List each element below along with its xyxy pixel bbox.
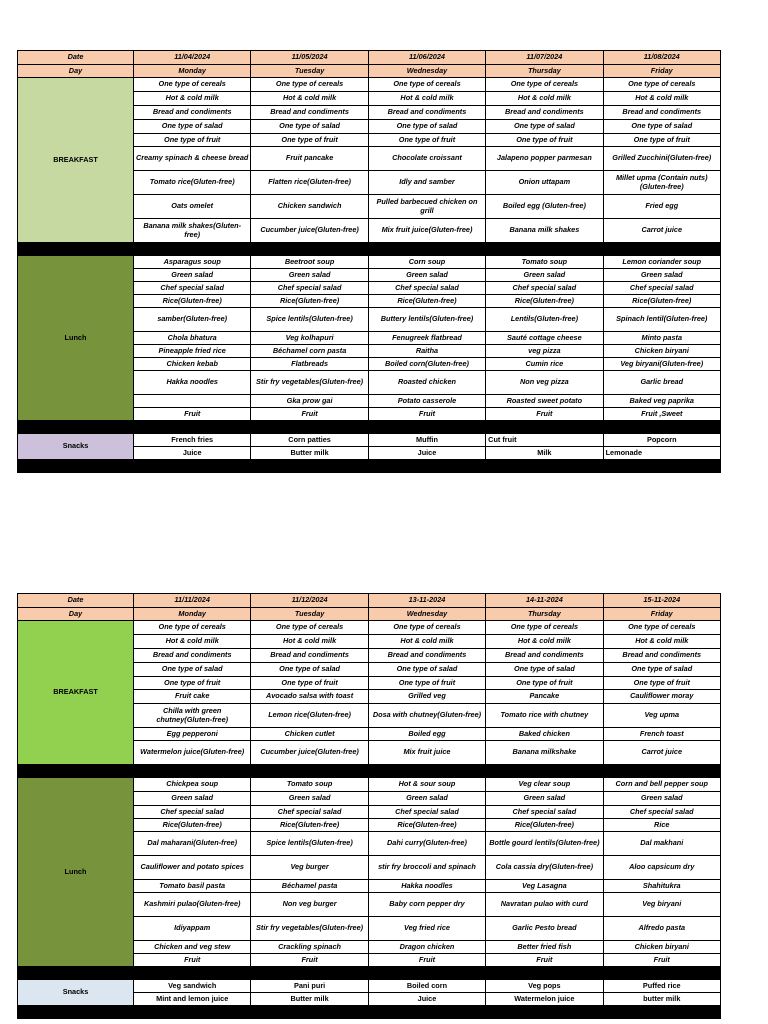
lunch-item: Chicken biryani [603,941,720,954]
lunch-item: Fruit [603,954,720,967]
breakfast-item: Fruit cake [134,690,251,704]
breakfast-item: Grilled Zucchini(Gluten-free) [603,147,720,171]
lunch-item: Green salad [251,792,368,806]
lunch-item: Chef special salad [134,282,251,295]
snacks-section-label: Snacks [18,980,134,1006]
breakfast-item: Bread and condiments [251,106,368,120]
breakfast-item: One type of fruit [368,134,485,147]
snacks-row [18,980,721,993]
day-cell: Thursday [486,608,603,621]
lunch-item: Rice(Gluten-free) [486,295,603,308]
lunch-item: Cumin rice [486,358,603,371]
lunch-item: stir fry broccoli and spinach [368,856,485,880]
day-cell: Wednesday [368,608,485,621]
lunch-item: Fenugreek flatbread [368,332,485,345]
lunch-item: Chef special salad [251,806,368,819]
breakfast-item: Tomato rice(Gluten-free) [134,171,251,195]
lunch-item: Hakka noodles [368,880,485,893]
breakfast-item: One type of salad [603,120,720,134]
lunch-item: Spice lentils(Gluten-free) [251,308,368,332]
lunch-item: Fruit ,Sweet [603,408,720,421]
breakfast-item: Bread and condiments [368,106,485,120]
breakfast-item: Baked chicken [486,728,603,741]
lunch-item: Hakka noodles [134,371,251,395]
lunch-item: Corn and bell pepper soup [603,778,720,792]
date-cell: 11/08/2024 [603,51,720,65]
lunch-item: Hot & sour soup [368,778,485,792]
lunch-item: Bottle gourd lentils(Gluten-free) [486,832,603,856]
lunch-item: Stir fry vegetables(Gluten-free) [251,371,368,395]
separator-bar [18,243,721,256]
breakfast-item: Dosa with chutney(Gluten-free) [368,704,485,728]
breakfast-item: Bread and condiments [134,106,251,120]
breakfast-item: One type of salad [486,663,603,677]
snacks-item: Butter milk [251,993,368,1006]
breakfast-item: Creamy spinach & cheese bread [134,147,251,171]
lunch-item: Shahitukra [603,880,720,893]
lunch-item: Green salad [134,269,251,282]
breakfast-item: Hot & cold milk [251,635,368,649]
lunch-item: Rice(Gluten-free) [134,295,251,308]
lunch-item: Cola cassia dry(Gluten-free) [486,856,603,880]
lunch-item: Veg fried rice [368,917,485,941]
breakfast-item: Onion uttapam [486,171,603,195]
breakfast-item: Mix fruit juice [368,741,485,765]
breakfast-item: One type of cereals [603,78,720,92]
lunch-section-label: Lunch [18,778,134,967]
breakfast-item: Hot & cold milk [368,635,485,649]
breakfast-item: Oats omelet [134,195,251,219]
separator-row [18,967,721,980]
separator-row [18,1006,721,1019]
snacks-item: Watermelon juice [486,993,603,1006]
lunch-item: Green salad [251,269,368,282]
lunch-item: Chola bhatura [134,332,251,345]
week2-body [18,594,721,1019]
breakfast-item: Cucumber juice(Gluten-free) [251,219,368,243]
date-cell: 11/04/2024 [134,51,251,65]
day-cell: Wednesday [368,65,485,78]
lunch-item: Garlic bread [603,371,720,395]
separator-row [18,765,721,778]
lunch-item: Veg clear soup [486,778,603,792]
breakfast-row [18,621,721,635]
breakfast-item: Hot & cold milk [368,92,485,106]
breakfast-item: One type of fruit [251,677,368,690]
breakfast-item: Cauliflower moray [603,690,720,704]
breakfast-item: One type of salad [368,120,485,134]
lunch-item: Tomato soup [251,778,368,792]
snacks-item: Boiled corn [368,980,485,993]
lunch-item: Rice(Gluten-free) [486,819,603,832]
lunch-item: Lemon coriander soup [603,256,720,269]
lunch-item: Veg biryani(Gluten-free) [603,358,720,371]
lunch-item: veg pizza [486,345,603,358]
lunch-item: Lentils(Gluten-free) [486,308,603,332]
lunch-item: Minto pasta [603,332,720,345]
day-cell: Tuesday [251,608,368,621]
breakfast-item: Watermelon juice(Gluten-free) [134,741,251,765]
lunch-item: Green salad [134,792,251,806]
breakfast-item: Chicken cutlet [251,728,368,741]
breakfast-item: Jalapeno popper parmesan [486,147,603,171]
date-row [18,594,721,608]
lunch-item: Béchamel pasta [251,880,368,893]
breakfast-item: One type of salad [603,663,720,677]
breakfast-item: One type of cereals [134,78,251,92]
breakfast-item: Carrot juice [603,741,720,765]
lunch-item: Garlic Pesto bread [486,917,603,941]
lunch-item: Chef special salad [251,282,368,295]
breakfast-item: Bread and condiments [486,649,603,663]
breakfast-item: Tomato rice with chutney [486,704,603,728]
breakfast-item: Banana milk shakes [486,219,603,243]
snacks-item: Muffin [368,434,485,447]
lunch-item [134,395,251,408]
lunch-item: Chicken biryani [603,345,720,358]
lunch-item: Fruit [486,954,603,967]
date-cell: 14-11-2024 [486,594,603,608]
lunch-item: Non veg burger [251,893,368,917]
lunch-item: Potato casserole [368,395,485,408]
breakfast-item: One type of cereals [486,78,603,92]
separator-row [18,421,721,434]
lunch-item: Beetroot soup [251,256,368,269]
breakfast-item: One type of fruit [251,134,368,147]
breakfast-item: Hot & cold milk [486,635,603,649]
breakfast-item: Fruit pancake [251,147,368,171]
lunch-item: Green salad [603,269,720,282]
date-cell: 11/06/2024 [368,51,485,65]
lunch-item: samber(Gluten-free) [134,308,251,332]
lunch-item: Navratan pulao with curd [486,893,603,917]
lunch-item: Crackling spinach [251,941,368,954]
date-cell: 13-11-2024 [368,594,485,608]
breakfast-item: Hot & cold milk [134,635,251,649]
date-cell: 15-11-2024 [603,594,720,608]
breakfast-item: One type of salad [368,663,485,677]
breakfast-item: One type of fruit [368,677,485,690]
lunch-item: Fruit [368,408,485,421]
breakfast-item: One type of salad [251,663,368,677]
day-cell: Monday [134,608,251,621]
lunch-item: Rice(Gluten-free) [251,295,368,308]
day-cell: Tuesday [251,65,368,78]
breakfast-item: Banana milk shakes(Gluten-free) [134,219,251,243]
lunch-item: Rice(Gluten-free) [368,295,485,308]
lunch-item: Chef special salad [368,282,485,295]
week2-menu-table [17,593,721,1019]
lunch-section-label: Lunch [18,256,134,421]
breakfast-item: One type of salad [134,120,251,134]
lunch-item: Veg kolhapuri [251,332,368,345]
breakfast-item: Boiled egg (Gluten-free) [486,195,603,219]
lunch-item: Veg Lasagna [486,880,603,893]
breakfast-item: Chicken sandwich [251,195,368,219]
breakfast-item: Pancake [486,690,603,704]
snacks-item: Mint and lemon juice [134,993,251,1006]
day-cell: Thursday [486,65,603,78]
lunch-item: Kashmiri pulao(Gluten-free) [134,893,251,917]
snacks-row [18,434,721,447]
breakfast-item: Hot & cold milk [603,92,720,106]
lunch-item: Asparagus soup [134,256,251,269]
breakfast-item: Fried egg [603,195,720,219]
lunch-item: Roasted chicken [368,371,485,395]
lunch-item: Dragon chicken [368,941,485,954]
breakfast-item: Veg upma [603,704,720,728]
breakfast-item: Bread and condiments [368,649,485,663]
lunch-item: Spice lentils(Gluten-free) [251,832,368,856]
snacks-item: Puffed rice [603,980,720,993]
lunch-item: Idiyappam [134,917,251,941]
breakfast-item: One type of fruit [603,134,720,147]
breakfast-section-label: BREAKFAST [18,621,134,765]
breakfast-item: Mix fruit juice(Gluten-free) [368,219,485,243]
lunch-item: Dal makhani [603,832,720,856]
lunch-item: Fruit [251,954,368,967]
lunch-item: Green salad [486,269,603,282]
lunch-item: Fruit [251,408,368,421]
breakfast-item: One type of fruit [486,134,603,147]
snacks-item: Butter milk [251,447,368,460]
lunch-item: Rice(Gluten-free) [603,295,720,308]
day-cell: Friday [603,608,720,621]
lunch-item: Chef special salad [603,282,720,295]
lunch-item: Raitha [368,345,485,358]
lunch-item: Tomato basil pasta [134,880,251,893]
breakfast-item: One type of cereals [368,621,485,635]
lunch-item: Fruit [134,408,251,421]
breakfast-section-label: BREAKFAST [18,78,134,243]
week1-body [18,51,721,473]
lunch-item: Better fried fish [486,941,603,954]
lunch-item: Baked veg paprika [603,395,720,408]
lunch-item: Boiled corn(Gluten-free) [368,358,485,371]
lunch-row [18,778,721,792]
separator-bar [18,421,721,434]
lunch-row [18,256,721,269]
snacks-item: Veg pops [486,980,603,993]
lunch-item: Rice [603,819,720,832]
day-row [18,608,721,621]
breakfast-item: One type of fruit [486,677,603,690]
breakfast-item: Flatten rice(Gluten-free) [251,171,368,195]
lunch-item: Roasted sweet potato [486,395,603,408]
snacks-item: Corn patties [251,434,368,447]
breakfast-item: French toast [603,728,720,741]
day-row [18,65,721,78]
date-cell: 11/12/2024 [251,594,368,608]
separator-bar [18,765,721,778]
day-cell: Friday [603,65,720,78]
lunch-item: Fruit [486,408,603,421]
breakfast-item: One type of salad [486,120,603,134]
breakfast-item: One type of salad [134,663,251,677]
separator-bar [18,1006,721,1019]
lunch-item: Chef special salad [134,806,251,819]
breakfast-item: Hot & cold milk [486,92,603,106]
lunch-item: Chef special salad [486,806,603,819]
snacks-section-label: Snacks [18,434,134,460]
lunch-item: Cauliflower and potato spices [134,856,251,880]
snacks-item: butter milk [603,993,720,1006]
breakfast-item: One type of cereals [251,78,368,92]
lunch-item: Aloo capsicum dry [603,856,720,880]
snacks-item: Lemonade [603,447,720,460]
breakfast-item: Grilled veg [368,690,485,704]
breakfast-item: Bread and condiments [251,649,368,663]
breakfast-item: Pulled barbecued chicken on grill [368,195,485,219]
snacks-item: Cut fruit [486,434,603,447]
breakfast-item: Hot & cold milk [251,92,368,106]
breakfast-item: Bread and condiments [134,649,251,663]
breakfast-item: Idly and samber [368,171,485,195]
lunch-item: Corn soup [368,256,485,269]
breakfast-item: Egg pepperoni [134,728,251,741]
week1-menu-table [17,50,721,473]
breakfast-item: One type of fruit [134,134,251,147]
day-label: Day [18,608,134,621]
breakfast-item: One type of fruit [134,677,251,690]
breakfast-item: Hot & cold milk [603,635,720,649]
lunch-item: Béchamel corn pasta [251,345,368,358]
lunch-item: Chef special salad [486,282,603,295]
lunch-item: Tomato soup [486,256,603,269]
lunch-item: Green salad [486,792,603,806]
lunch-item: Fruit [134,954,251,967]
breakfast-item: Avocado salsa with toast [251,690,368,704]
day-label: Day [18,65,134,78]
lunch-item: Chef special salad [368,806,485,819]
date-cell: 11/11/2024 [134,594,251,608]
separator-bar [18,967,721,980]
breakfast-item: Bread and condiments [486,106,603,120]
breakfast-item: Chilla with green chutney(Gluten-free) [134,704,251,728]
lunch-item: Green salad [603,792,720,806]
snacks-item: French fries [134,434,251,447]
snacks-item: Juice [134,447,251,460]
lunch-item: Chicken and veg stew [134,941,251,954]
breakfast-item: Bread and condiments [603,106,720,120]
lunch-item: Chef special salad [603,806,720,819]
lunch-item: Non veg pizza [486,371,603,395]
breakfast-row [18,78,721,92]
lunch-item: Chickpea soup [134,778,251,792]
lunch-item: Alfredo pasta [603,917,720,941]
separator-row [18,243,721,256]
breakfast-item: One type of cereals [134,621,251,635]
breakfast-item: Carrot juice [603,219,720,243]
separator-bar [18,460,721,473]
date-row [18,51,721,65]
snacks-item: Popcorn [603,434,720,447]
snacks-item: Pani puri [251,980,368,993]
breakfast-item: Hot & cold milk [134,92,251,106]
snacks-item: Milk [486,447,603,460]
date-label: Date [18,594,134,608]
breakfast-item: Bread and condiments [603,649,720,663]
lunch-item: Gka prow gai [251,395,368,408]
lunch-item: Rice(Gluten-free) [134,819,251,832]
breakfast-item: One type of fruit [603,677,720,690]
breakfast-item: Banana milkshake [486,741,603,765]
breakfast-item: One type of cereals [486,621,603,635]
breakfast-item: Lemon rice(Gluten-free) [251,704,368,728]
lunch-item: Rice(Gluten-free) [251,819,368,832]
breakfast-item: Millet upma (Contain nuts)(Gluten-free) [603,171,720,195]
lunch-item: Dal maharani(Gluten-free) [134,832,251,856]
separator-row [18,460,721,473]
day-cell: Monday [134,65,251,78]
lunch-item: Green salad [368,269,485,282]
lunch-item: Veg burger [251,856,368,880]
date-cell: 11/05/2024 [251,51,368,65]
lunch-item: Rice(Gluten-free) [368,819,485,832]
lunch-item: Buttery lentils(Gluten-free) [368,308,485,332]
breakfast-item: Boiled egg [368,728,485,741]
lunch-item: Fruit [368,954,485,967]
breakfast-item: Chocolate croissant [368,147,485,171]
breakfast-item: One type of cereals [603,621,720,635]
lunch-item: Sauté cottage cheese [486,332,603,345]
lunch-item: Spinach lentil(Gluten-free) [603,308,720,332]
breakfast-item: One type of salad [251,120,368,134]
lunch-item: Green salad [368,792,485,806]
snacks-item: Juice [368,993,485,1006]
lunch-item: Flatbreads [251,358,368,371]
date-label: Date [18,51,134,65]
date-cell: 11/07/2024 [486,51,603,65]
breakfast-item: Cucumber juice(Gluten-free) [251,741,368,765]
breakfast-item: One type of cereals [368,78,485,92]
lunch-item: Veg biryani [603,893,720,917]
snacks-item: Juice [368,447,485,460]
lunch-item: Baby corn pepper dry [368,893,485,917]
lunch-item: Pineapple fried rice [134,345,251,358]
breakfast-item: One type of cereals [251,621,368,635]
lunch-item: Stir fry vegetables(Gluten-free) [251,917,368,941]
lunch-item: Dahi curry(Gluten-free) [368,832,485,856]
lunch-item: Chicken kebab [134,358,251,371]
snacks-item: Veg sandwich [134,980,251,993]
